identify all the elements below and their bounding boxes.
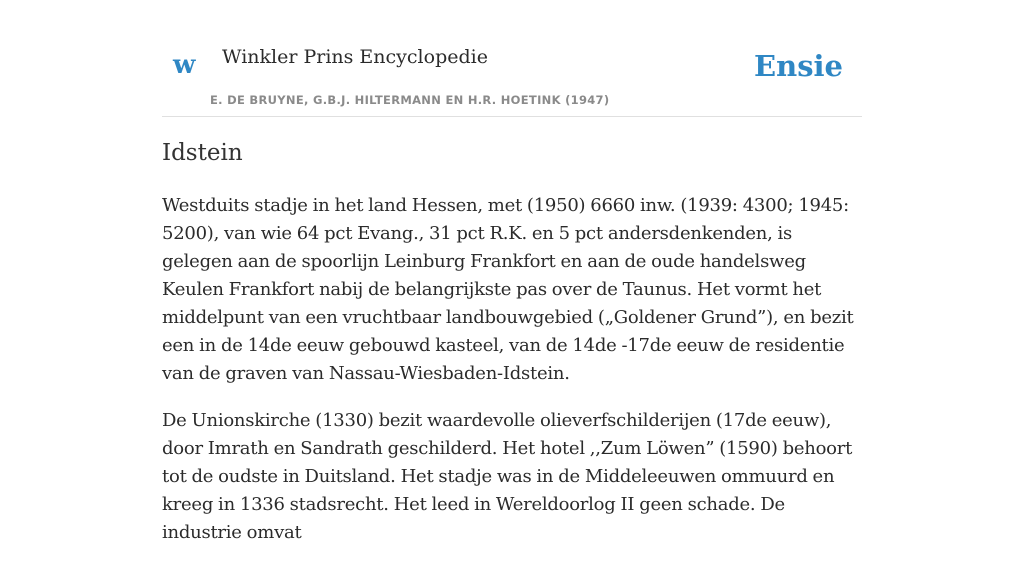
article-paragraph: De Unionskirche (1330) bezit waardevolle olieverfschilderijen (17de eeuw), door Imrath en Sandrath geschilderd. Het hotel ,,Zum Löwen” (1590) behoort tot de oudste in Duitsland. Het stadje was in de Middeleeuwen ommuurd en kreeg in 1336 stadsrecht. Het leed in Wereldoorlog II geen schade. De industrie omvat (162, 410, 853, 543)
article-paragraph: Westduits stadje in het land Hessen, met (1950) 6660 inw. (1939: 4300; 1945: 5200), van wie 64 pct Evang., 31 pct R.K. en 5 pct andersdenkenden, is gelegen aan de spoorlijn Leinburg Frankfort en aan de oude handelsweg Keulen Frankfort nabij de belangrijkste pas over de Taunus. Het vormt het middelpunt van een vruchtbaar landbouwgebied („Goldener Grund”), en bezit een in de 14de eeuw gebouwd kasteel, van de 14de -17de eeuw de residentie van de graven van Nassau-Wiesbaden-Idstein. (162, 195, 854, 384)
winkler-prins-logo[interactable]: w (173, 50, 196, 80)
page (162, 0, 862, 543)
header (162, 0, 862, 117)
article-body (162, 192, 862, 566)
publication-title[interactable]: Winkler Prins Encyclopedie (222, 46, 488, 68)
ensie-home-link[interactable]: Ensie (754, 49, 843, 83)
publication-authors: E. DE BRUYNE, G.B.J. HILTERMANN EN H.R. HOETINK (1947) (210, 93, 610, 107)
article-title: Idstein (162, 140, 243, 166)
